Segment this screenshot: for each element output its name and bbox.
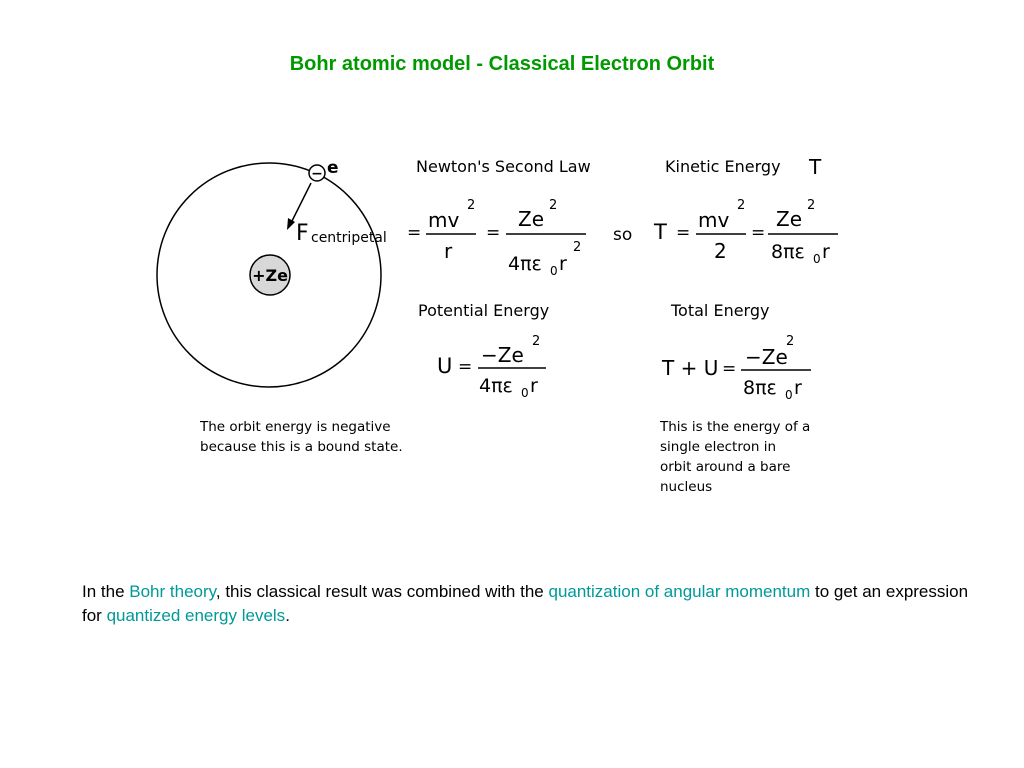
total-note-line-2: single electron in [660, 439, 777, 455]
kinetic-heading: Kinetic Energy [665, 157, 781, 176]
newton-frac2-exp: 2 [549, 198, 558, 213]
total-frac-num: −Ze [745, 345, 788, 369]
newton-frac2-den-tail: r [559, 253, 567, 275]
total-note-line-4: nucleus [660, 479, 713, 495]
so-word: so [613, 225, 633, 245]
force-arrowhead [287, 218, 295, 230]
kinetic-lhs: T [654, 220, 667, 244]
newton-frac2-den-exp: 2 [573, 240, 582, 255]
force-symbol: F [296, 221, 309, 246]
orbit-note-line-1: The orbit energy is negative [200, 419, 391, 435]
force-subscript: centripetal [311, 230, 387, 246]
potential-frac-den-tail: r [530, 375, 538, 397]
newton-frac1-exp: 2 [467, 198, 476, 213]
kinetic-frac2-den-sub: 0 [813, 252, 821, 266]
link-bohr-theory[interactable]: Bohr theory [129, 582, 216, 601]
page-title: Bohr atomic model - Classical Electron Orbit [289, 53, 715, 75]
potential-frac-den: 4πε [479, 375, 513, 397]
newton-frac2-den: 4πε [508, 253, 542, 275]
newton-frac2-num: Ze [518, 207, 545, 231]
total-heading: Total Energy [671, 301, 770, 320]
kinetic-equals-2: = [751, 223, 766, 243]
total-note-line-1: This is the energy of a [660, 419, 811, 435]
para-text-1: In the [82, 582, 130, 601]
orbit-note-line-2: because this is a bound state. [200, 439, 403, 455]
kinetic-frac2-den: 8πε [771, 241, 805, 263]
link-quantization-angular-momentum[interactable]: quantization of angular momentum [548, 582, 811, 601]
newton-frac1-num: mv [428, 208, 460, 232]
potential-frac-num: −Ze [481, 343, 524, 367]
para-text-3: to get an expression for [82, 582, 969, 625]
kinetic-frac2-exp: 2 [807, 198, 816, 213]
total-lhs: T + U [662, 356, 719, 380]
total-frac-den-sub: 0 [785, 388, 793, 402]
newton-frac1-den: r [444, 239, 453, 263]
total-frac-exp: 2 [786, 334, 795, 349]
potential-lhs: U [437, 354, 453, 378]
electron-sign: − [311, 166, 323, 182]
total-frac-den: 8πε [743, 377, 777, 399]
force-arrow [290, 183, 311, 225]
kinetic-heading-symbol: T [809, 155, 822, 179]
electron-label: e [327, 158, 339, 178]
total-note-line-3: orbit around a bare [660, 459, 791, 475]
kinetic-frac2-num: Ze [776, 207, 803, 231]
total-equals: = [722, 359, 737, 379]
para-text-2: , this classical result was combined with the [215, 582, 549, 601]
explanation-paragraph [82, 580, 972, 628]
potential-equals: = [458, 357, 473, 377]
kinetic-frac1-num: mv [698, 208, 730, 232]
force-equals: = [407, 223, 422, 243]
potential-heading: Potential Energy [418, 301, 550, 320]
kinetic-equals: = [676, 223, 691, 243]
total-frac-den-tail: r [794, 377, 802, 399]
kinetic-frac1-den: 2 [714, 239, 727, 263]
kinetic-frac1-exp: 2 [737, 198, 746, 213]
potential-frac-den-sub: 0 [521, 386, 529, 400]
kinetic-frac2-den-tail: r [822, 241, 830, 263]
potential-frac-exp: 2 [532, 334, 541, 349]
newton-equals: = [486, 223, 501, 243]
newton-heading: Newton's Second Law [416, 157, 591, 176]
para-text-4: . [285, 606, 290, 625]
newton-frac2-den-sub: 0 [550, 264, 558, 278]
link-quantized-energy-levels[interactable]: quantized energy levels [106, 606, 286, 625]
nucleus-label: +Ze [252, 266, 288, 285]
